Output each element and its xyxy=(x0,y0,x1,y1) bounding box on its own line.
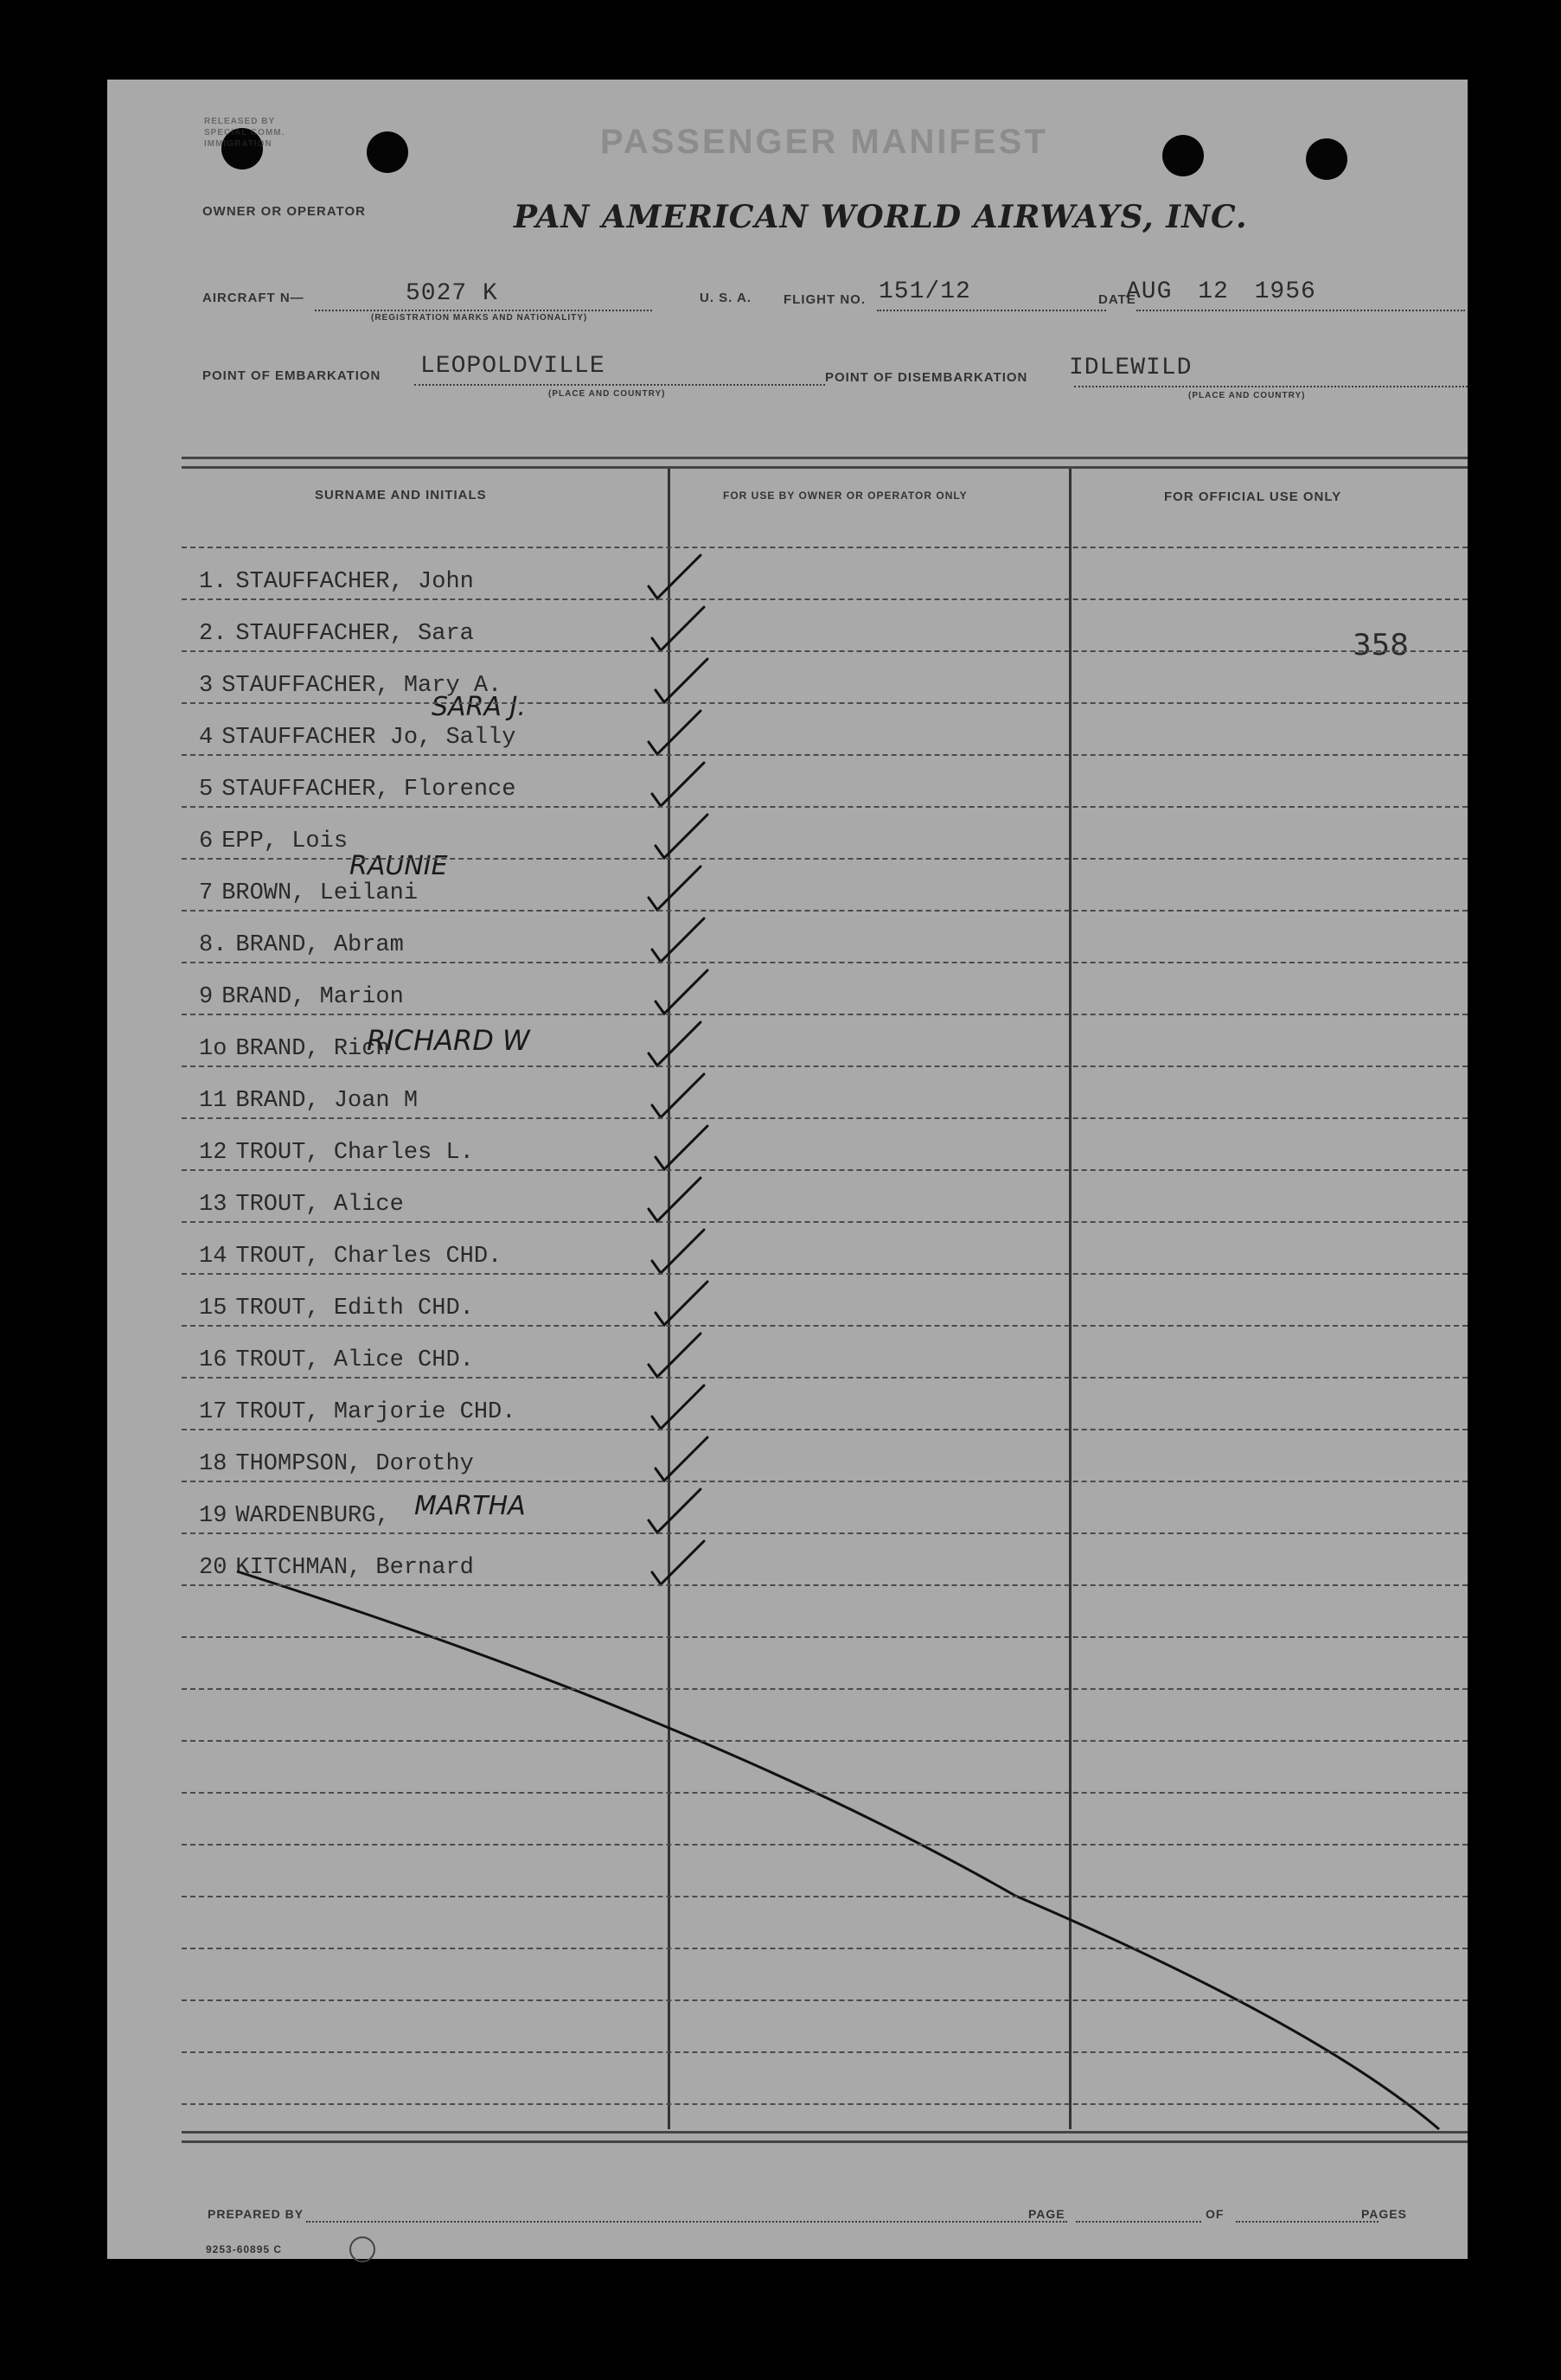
row-divider xyxy=(182,1532,1468,1534)
passenger-number: 2. xyxy=(199,621,227,647)
disembark-note: (PLACE AND COUNTRY) xyxy=(1188,391,1306,400)
row-divider xyxy=(182,547,1468,548)
row-divider xyxy=(182,1740,1468,1742)
check-mark-icon xyxy=(649,1334,701,1377)
row-divider xyxy=(182,1636,1468,1638)
passenger-name: BRAND, Rich xyxy=(235,1036,390,1062)
aircraft-value: 5027 K xyxy=(406,280,498,307)
check-mark-icon xyxy=(656,815,707,858)
passenger-name: TROUT, Charles L. xyxy=(235,1140,474,1166)
passenger-name: STAUFFACHER Jo, Sally xyxy=(221,725,516,751)
flight-label: FLIGHT NO. xyxy=(784,292,866,307)
passenger-number: 16 xyxy=(199,1347,227,1373)
row-divider xyxy=(182,1584,1468,1586)
row-divider xyxy=(182,598,1468,600)
disembark-value: IDLEWILD xyxy=(1069,355,1193,381)
passenger-name: BROWN, Leilani xyxy=(221,880,419,906)
row-divider xyxy=(182,1844,1468,1846)
row-divider xyxy=(182,858,1468,860)
passenger-number: 9 xyxy=(199,984,214,1010)
passenger-name: STAUFFACHER, Mary A. xyxy=(221,673,502,699)
passenger-name: TROUT, Edith CHD. xyxy=(235,1296,474,1321)
row-divider xyxy=(182,1948,1468,1949)
row-divider xyxy=(182,2103,1468,2105)
check-mark-icon xyxy=(656,1437,707,1481)
passenger-number: 13 xyxy=(199,1192,227,1218)
passenger-name: TROUT, Charles CHD. xyxy=(235,1244,502,1270)
embark-note: (PLACE AND COUNTRY) xyxy=(548,389,666,399)
col-header-surname: SURNAME AND INITIALS xyxy=(315,488,487,502)
row-divider xyxy=(182,1792,1468,1794)
row-divider xyxy=(182,1325,1468,1327)
passenger-name: EPP, Lois xyxy=(221,829,349,854)
passenger-number: 4 xyxy=(199,725,214,751)
passenger-name: TROUT, Alice CHD. xyxy=(235,1347,474,1373)
row-divider xyxy=(182,1117,1468,1119)
row-divider xyxy=(182,1999,1468,2001)
void-line xyxy=(237,1571,1439,2129)
passenger-number: 8. xyxy=(199,932,227,958)
passenger-name: KITCHMAN, Bernard xyxy=(235,1555,474,1581)
passenger-name: STAUFFACHER, John xyxy=(235,569,474,595)
check-mark-icon xyxy=(649,867,701,910)
passenger-number: 15 xyxy=(199,1296,227,1321)
aircraft-label: AIRCRAFT N— xyxy=(202,291,304,305)
row-divider xyxy=(182,962,1468,963)
passenger-name: TROUT, Marjorie CHD. xyxy=(235,1399,516,1425)
embark-label: POINT OF EMBARKATION xyxy=(202,368,381,383)
row-divider xyxy=(182,1014,1468,1015)
passenger-number: 19 xyxy=(199,1503,227,1529)
passenger-number: 1. xyxy=(199,569,227,595)
form-title: PASSENGER MANIFEST xyxy=(600,123,1048,161)
passenger-number: 3 xyxy=(199,673,214,699)
row-divider xyxy=(182,1273,1468,1275)
handwritten-correction: RAUNIE xyxy=(349,851,448,881)
check-mark-icon xyxy=(652,918,704,962)
handwritten-correction: MARTHA xyxy=(414,1491,526,1521)
owner-value: PAN AMERICAN WORLD AIRWAYS, INC. xyxy=(514,199,1248,235)
check-mark-icon xyxy=(652,763,704,806)
passenger-name: BRAND, Joan M xyxy=(235,1088,419,1114)
flight-value: 151/12 xyxy=(879,278,971,305)
check-mark-icon xyxy=(656,970,707,1014)
check-mark-icon xyxy=(649,711,701,754)
check-mark-icon xyxy=(649,1022,701,1065)
passenger-name: BRAND, Marion xyxy=(221,984,404,1010)
official-number: 358 xyxy=(1353,628,1409,662)
passenger-name: BRAND, Abram xyxy=(235,932,404,958)
row-divider xyxy=(182,806,1468,808)
passenger-number: 18 xyxy=(199,1451,227,1477)
row-divider xyxy=(182,1221,1468,1223)
check-mark-icon xyxy=(649,1489,701,1532)
passenger-number: 20 xyxy=(199,1555,227,1581)
aircraft-note: (REGISTRATION MARKS AND NATIONALITY) xyxy=(371,313,588,323)
passenger-number: 5 xyxy=(199,777,214,803)
check-mark-icon xyxy=(652,1385,704,1429)
embark-value: LEOPOLDVILLE xyxy=(420,353,605,380)
row-divider xyxy=(182,702,1468,704)
passenger-name: STAUFFACHER, Florence xyxy=(221,777,516,803)
passenger-name: WARDENBURG, xyxy=(235,1503,390,1529)
owner-label: OWNER OR OPERATOR xyxy=(202,204,366,219)
passenger-number: 14 xyxy=(199,1244,227,1270)
release-stamp: RELEASED BY SPECIAL COMM. IMMIGRATION xyxy=(204,117,285,149)
row-divider xyxy=(182,1688,1468,1690)
row-divider xyxy=(182,910,1468,912)
of-label: OF xyxy=(1206,2207,1225,2221)
row-divider xyxy=(182,1065,1468,1067)
passenger-number: 6 xyxy=(199,829,214,854)
row-divider xyxy=(182,650,1468,652)
col-header-operator: FOR USE BY OWNER OR OPERATOR ONLY xyxy=(723,489,968,502)
disembark-label: POINT OF DISEMBARKATION xyxy=(825,370,1028,385)
row-divider xyxy=(182,1429,1468,1430)
passenger-number: 1o xyxy=(199,1036,227,1062)
passenger-number: 11 xyxy=(199,1088,227,1114)
passenger-name: THOMPSON, Dorothy xyxy=(235,1451,474,1477)
passenger-number: 17 xyxy=(199,1399,227,1425)
check-mark-icon xyxy=(656,659,707,702)
form-code: 9253-60895 C xyxy=(206,2243,283,2255)
row-divider xyxy=(182,754,1468,756)
check-mark-icon xyxy=(652,1230,704,1273)
row-divider xyxy=(182,1169,1468,1171)
check-mark-icon xyxy=(652,607,704,650)
handwritten-correction: RICHARD W xyxy=(367,1024,530,1057)
col-header-official: FOR OFFICIAL USE ONLY xyxy=(1164,489,1342,504)
passenger-number: 12 xyxy=(199,1140,227,1166)
date-label: DATE xyxy=(1098,292,1136,307)
check-mark-icon xyxy=(656,1126,707,1169)
date-value: AUG 12 1956 xyxy=(1126,278,1316,305)
passenger-number: 7 xyxy=(199,880,214,906)
check-mark-icon xyxy=(652,1074,704,1117)
manifest-sheet xyxy=(107,80,1468,2259)
handwritten-correction: SARA J. xyxy=(432,692,526,722)
check-mark-icon xyxy=(649,555,701,598)
row-divider xyxy=(182,2051,1468,2053)
check-mark-icon xyxy=(656,1282,707,1325)
row-divider xyxy=(182,1481,1468,1482)
row-divider xyxy=(182,1896,1468,1897)
check-mark-icon xyxy=(649,1178,701,1221)
prepared-label: PREPARED BY xyxy=(208,2207,304,2221)
usa-label: U. S. A. xyxy=(700,291,752,305)
passenger-name: STAUFFACHER, Sara xyxy=(235,621,474,647)
pages-label: PAGES xyxy=(1361,2207,1407,2221)
check-mark-icon xyxy=(652,1541,704,1584)
row-divider xyxy=(182,1377,1468,1379)
passenger-name: TROUT, Alice xyxy=(235,1192,404,1218)
page-label: PAGE xyxy=(1028,2207,1065,2221)
